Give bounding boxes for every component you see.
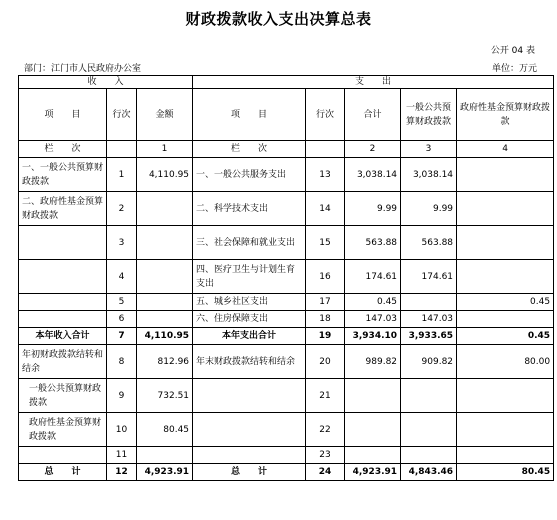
column-header-row	[19, 89, 554, 141]
income-row-num-cell: 4	[107, 260, 137, 294]
expense-gov-fund-cell	[457, 447, 554, 464]
expense-total-cell	[345, 379, 401, 413]
expense-general-cell: 3,933.65	[401, 328, 457, 345]
table-row	[19, 447, 554, 464]
income-amount-cell	[137, 294, 193, 311]
col-income-row: 行次	[107, 89, 137, 141]
expense-gov-fund-cell: 80.00	[457, 345, 554, 379]
expense-gov-fund-cell	[457, 311, 554, 328]
expense-row-num-cell: 21	[306, 379, 345, 413]
expense-row-num-cell: 23	[306, 447, 345, 464]
expense-general-cell	[401, 447, 457, 464]
col-expense-row: 行次	[306, 89, 345, 141]
expense-item-cell	[193, 413, 306, 447]
table-row	[19, 226, 554, 260]
expense-item-cell: 五、城乡社区支出	[193, 294, 306, 311]
expense-gov-fund-cell	[457, 260, 554, 294]
income-amount-cell	[137, 447, 193, 464]
expense-general-cell: 4,843.46	[401, 464, 457, 481]
index-income-item: 栏 次	[19, 141, 107, 158]
expense-row-num-cell: 15	[306, 226, 345, 260]
income-row-num-cell: 11	[107, 447, 137, 464]
income-item-cell: 一、一般公共预算财政拨款	[19, 158, 107, 192]
income-item-cell: 年初财政拨款结转和结余	[19, 345, 107, 379]
expense-gov-fund-cell: 0.45	[457, 294, 554, 311]
expense-item-cell: 年末财政拨款结转和结余	[193, 345, 306, 379]
income-item-cell	[19, 226, 107, 260]
income-row-num-cell: 12	[107, 464, 137, 481]
expense-general-cell	[401, 379, 457, 413]
index-expense-gov-fund: 4	[457, 141, 554, 158]
table-row	[19, 413, 554, 447]
expense-total-cell: 0.45	[345, 294, 401, 311]
income-item-cell	[19, 260, 107, 294]
income-row-num-cell: 1	[107, 158, 137, 192]
expense-total-cell: 989.82	[345, 345, 401, 379]
report-title: 财政拨款收入支出决算总表	[185, 10, 372, 28]
income-row-num-cell: 5	[107, 294, 137, 311]
table-row	[19, 464, 554, 481]
income-item-cell: 一般公共预算财政拨款	[19, 379, 107, 413]
income-item-cell: 二、政府性基金预算财政拨款	[19, 192, 107, 226]
income-amount-cell	[137, 260, 193, 294]
expense-row-num-cell: 14	[306, 192, 345, 226]
index-expense-item: 栏 次	[193, 141, 306, 158]
income-row-num-cell: 8	[107, 345, 137, 379]
expense-item-cell: 总 计	[193, 464, 306, 481]
index-row	[19, 141, 554, 158]
index-income-amount: 1	[137, 141, 193, 158]
expense-total-cell: 3,038.14	[345, 158, 401, 192]
index-expense-row	[306, 141, 345, 158]
expense-total-cell	[345, 447, 401, 464]
income-amount-cell: 732.51	[137, 379, 193, 413]
income-amount-cell: 80.45	[137, 413, 193, 447]
expense-row-num-cell: 13	[306, 158, 345, 192]
expense-item-cell: 一、一般公共服务支出	[193, 158, 306, 192]
expense-gov-fund-cell	[457, 413, 554, 447]
income-item-cell: 政府性基金预算财政拨款	[19, 413, 107, 447]
col-expense-item: 项 目	[193, 89, 306, 141]
expense-general-cell: 3,038.14	[401, 158, 457, 192]
expense-row-num-cell: 19	[306, 328, 345, 345]
income-amount-cell: 4,923.91	[137, 464, 193, 481]
income-amount-cell: 4,110.95	[137, 158, 193, 192]
income-row-num-cell: 7	[107, 328, 137, 345]
expense-row-num-cell: 22	[306, 413, 345, 447]
expense-section-header: 支 出	[193, 76, 554, 89]
department-label: 部门：江门市人民政府办公室	[24, 64, 142, 74]
index-expense-total: 2	[345, 141, 401, 158]
expense-gov-fund-cell	[457, 226, 554, 260]
expense-total-cell: 174.61	[345, 260, 401, 294]
table-row	[19, 260, 554, 294]
income-amount-cell	[137, 226, 193, 260]
table-row	[19, 345, 554, 379]
table-row	[19, 158, 554, 192]
table-row	[19, 379, 554, 413]
budget-summary-table	[18, 75, 554, 481]
income-item-cell	[19, 294, 107, 311]
income-item-cell: 本年收入合计	[19, 328, 107, 345]
expense-total-cell: 9.99	[345, 192, 401, 226]
expense-total-cell: 147.03	[345, 311, 401, 328]
expense-general-cell	[401, 413, 457, 447]
expense-item-cell: 二、科学技术支出	[193, 192, 306, 226]
expense-general-cell: 909.82	[401, 345, 457, 379]
income-row-num-cell: 9	[107, 379, 137, 413]
expense-general-cell: 9.99	[401, 192, 457, 226]
col-expense-gov-fund: 政府性基金预算财政拨款	[457, 89, 554, 141]
table-row	[19, 294, 554, 311]
expense-item-cell	[193, 379, 306, 413]
expense-general-cell	[401, 294, 457, 311]
expense-row-num-cell: 18	[306, 311, 345, 328]
expense-total-cell: 3,934.10	[345, 328, 401, 345]
expense-total-cell	[345, 413, 401, 447]
form-code: 公开 04 表	[490, 46, 535, 56]
expense-row-num-cell: 16	[306, 260, 345, 294]
expense-gov-fund-cell	[457, 192, 554, 226]
table-row	[19, 328, 554, 345]
income-amount-cell	[137, 311, 193, 328]
expense-item-cell: 本年支出合计	[193, 328, 306, 345]
col-income-item: 项 目	[19, 89, 107, 141]
expense-item-cell	[193, 447, 306, 464]
index-expense-general: 3	[401, 141, 457, 158]
table-row	[19, 311, 554, 328]
expense-gov-fund-cell: 0.45	[457, 328, 554, 345]
income-row-num-cell: 10	[107, 413, 137, 447]
table-row	[19, 192, 554, 226]
expense-general-cell: 174.61	[401, 260, 457, 294]
income-item-cell	[19, 311, 107, 328]
income-section-header: 收 入	[19, 76, 193, 89]
expense-gov-fund-cell	[457, 158, 554, 192]
unit-label: 单位：万元	[491, 64, 537, 74]
income-amount-cell: 4,110.95	[137, 328, 193, 345]
income-row-num-cell: 2	[107, 192, 137, 226]
expense-row-num-cell: 24	[306, 464, 345, 481]
expense-gov-fund-cell	[457, 379, 554, 413]
expense-item-cell: 四、医疗卫生与计划生育支出	[193, 260, 306, 294]
expense-row-num-cell: 17	[306, 294, 345, 311]
col-expense-general: 一般公共预算财政拨款	[401, 89, 457, 141]
expense-general-cell: 147.03	[401, 311, 457, 328]
expense-item-cell: 六、住房保障支出	[193, 311, 306, 328]
expense-total-cell: 4,923.91	[345, 464, 401, 481]
section-header-row	[19, 76, 554, 89]
col-expense-total: 合计	[345, 89, 401, 141]
expense-gov-fund-cell: 80.45	[457, 464, 554, 481]
index-income-row	[107, 141, 137, 158]
col-income-amount: 金额	[137, 89, 193, 141]
income-item-cell: 总 计	[19, 464, 107, 481]
income-amount-cell	[137, 192, 193, 226]
expense-general-cell: 563.88	[401, 226, 457, 260]
income-item-cell	[19, 447, 107, 464]
expense-total-cell: 563.88	[345, 226, 401, 260]
income-amount-cell: 812.96	[137, 345, 193, 379]
income-row-num-cell: 3	[107, 226, 137, 260]
expense-row-num-cell: 20	[306, 345, 345, 379]
expense-item-cell: 三、社会保障和就业支出	[193, 226, 306, 260]
income-row-num-cell: 6	[107, 311, 137, 328]
